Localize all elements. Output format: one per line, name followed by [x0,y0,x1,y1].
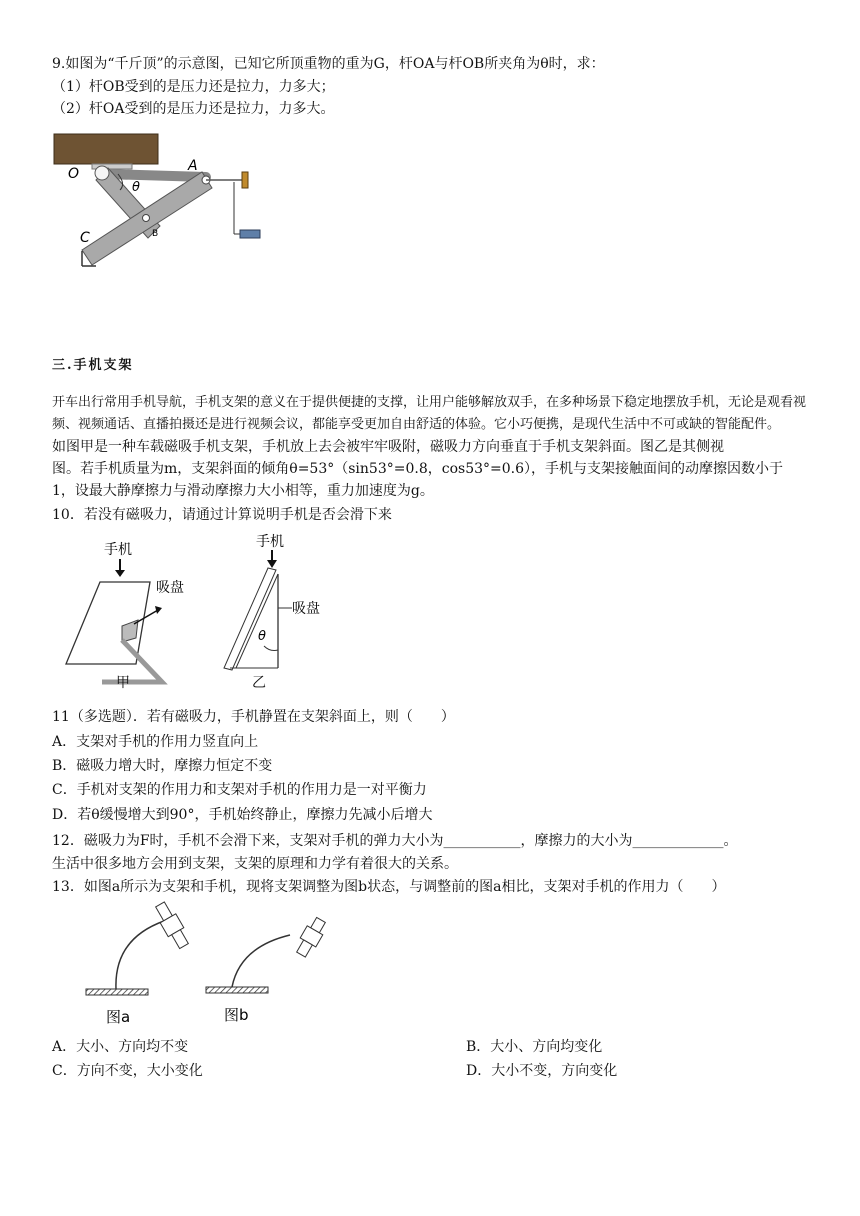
intro-p2-line2: 图。若手机质量为m，支架斜面的倾角θ=53°（sin53°=0.8，cos53°=0.6），手机与支架接触面间的动摩擦因数小于 [52,461,783,477]
q9-stem: 9.如图为“千斤顶”的示意图，已知它所顶重物的重为G，杆OA与杆OB所夹角为θ时，求： [52,56,605,72]
fig-a-base [86,989,148,995]
jia-cup-arrowhead [155,606,162,614]
label-theta: θ [132,180,140,195]
q13-stem: 13．如图a所示为支架和手机，现将支架调整为图b状态，与调整前的图a相比，支架对手机的作用力（ ） [52,879,726,895]
fig-b-phone [293,915,329,959]
phone-holder-figure-yi [212,528,342,678]
yi-cup-label: 吸盘 [292,601,320,617]
q11-option-a: A．支架对手机的作用力竖直向上 [52,734,259,750]
fig-a-phone [152,900,192,951]
phone-holder-figure-jia [52,532,202,692]
section-title: 三.手机支架 [52,358,134,373]
jack-diagram [52,130,262,270]
label-o: O [68,166,80,182]
load-block [54,134,158,164]
yi-theta-label: θ [258,629,266,644]
intro-p1-line2: 频、视频通话、直播拍摄还是进行视频会议，都能享受更加自由舒适的体验。它小巧便携，是现代生活中不可或缺的智能配件。 [52,417,781,432]
intro-p1-line1: 开车出行常用手机导航，手机支架的意义在于提供便捷的支撑，让用户能够解放双手，在多种场景下稳定地摆放手机，无论是观看视 [52,395,807,410]
yi-caption: 乙 [252,675,266,691]
label-b: B [152,229,159,239]
q12-line1: 12．磁吸力为F时，手机不会滑下来，支架对手机的弹力大小为___________，摩擦力的大小为_____________。 [52,833,738,849]
jia-cup-label: 吸盘 [156,580,184,596]
yi-phone-arrowhead [267,560,277,568]
q11-stem: 11（多选题）．若有磁吸力，手机静置在支架斜面上，则（ ） [52,709,455,725]
q11-option-b: B．磁吸力增大时，摩擦力恒定不变 [52,758,273,774]
q13-option-a: A．大小、方向均不变 [52,1039,189,1055]
q13-option-d: D．大小不变，方向变化 [466,1063,618,1079]
hanging-weight [240,230,260,238]
jia-caption: 甲 [116,675,130,691]
yi-stand-slope [236,574,278,668]
jia-phone-label: 手机 [104,542,132,558]
intro-p2-line3: 1，设最大静摩擦力与滑动摩擦力大小相等，重力加速度为g。 [52,483,434,499]
intro-p2-line1: 如图甲是一种车载磁吸手机支架，手机放上去会被牢牢吸附，磁吸力方向垂直于手机支架斜面。图乙是其侧视 [52,439,724,455]
joint-b [143,215,150,222]
label-c: C [80,230,90,246]
yi-phone-body [224,568,276,670]
q12-line2: 生活中很多地方会用到支架，支架的原理和力学有着很大的关系。 [52,856,458,872]
jia-phone-arrowhead [115,570,125,577]
joint-o [95,166,109,180]
q13-option-b: B．大小、方向均变化 [466,1039,603,1055]
q11-option-d: D．若θ缓慢增大到90°，手机始终静止，摩擦力先减小后增大 [52,807,433,823]
fig-b-arm [232,935,290,987]
screw-head [242,172,248,188]
q13-option-c: C．方向不变，大小变化 [52,1063,203,1079]
q9-sub2: （2）杆OA受到的是压力还是拉力，力多大。 [52,101,335,117]
fig-b-caption: 图b [224,1006,249,1024]
fig-a-arm [116,921,164,989]
q10-stem: 10．若没有磁吸力，请通过计算说明手机是否会滑下来 [52,507,392,523]
fig-b-base [206,987,268,993]
fig-a-caption: 图a [106,1008,131,1026]
stand-figures [80,895,350,1030]
q11-option-c: C．手机对支架的作用力和支架对手机的作用力是一对平衡力 [52,782,427,798]
yi-theta-arc [264,646,278,651]
yi-phone-label: 手机 [256,534,284,550]
label-a: A [188,158,198,174]
q9-sub1: （1）杆OB受到的是压力还是拉力，力多大； [52,79,335,95]
